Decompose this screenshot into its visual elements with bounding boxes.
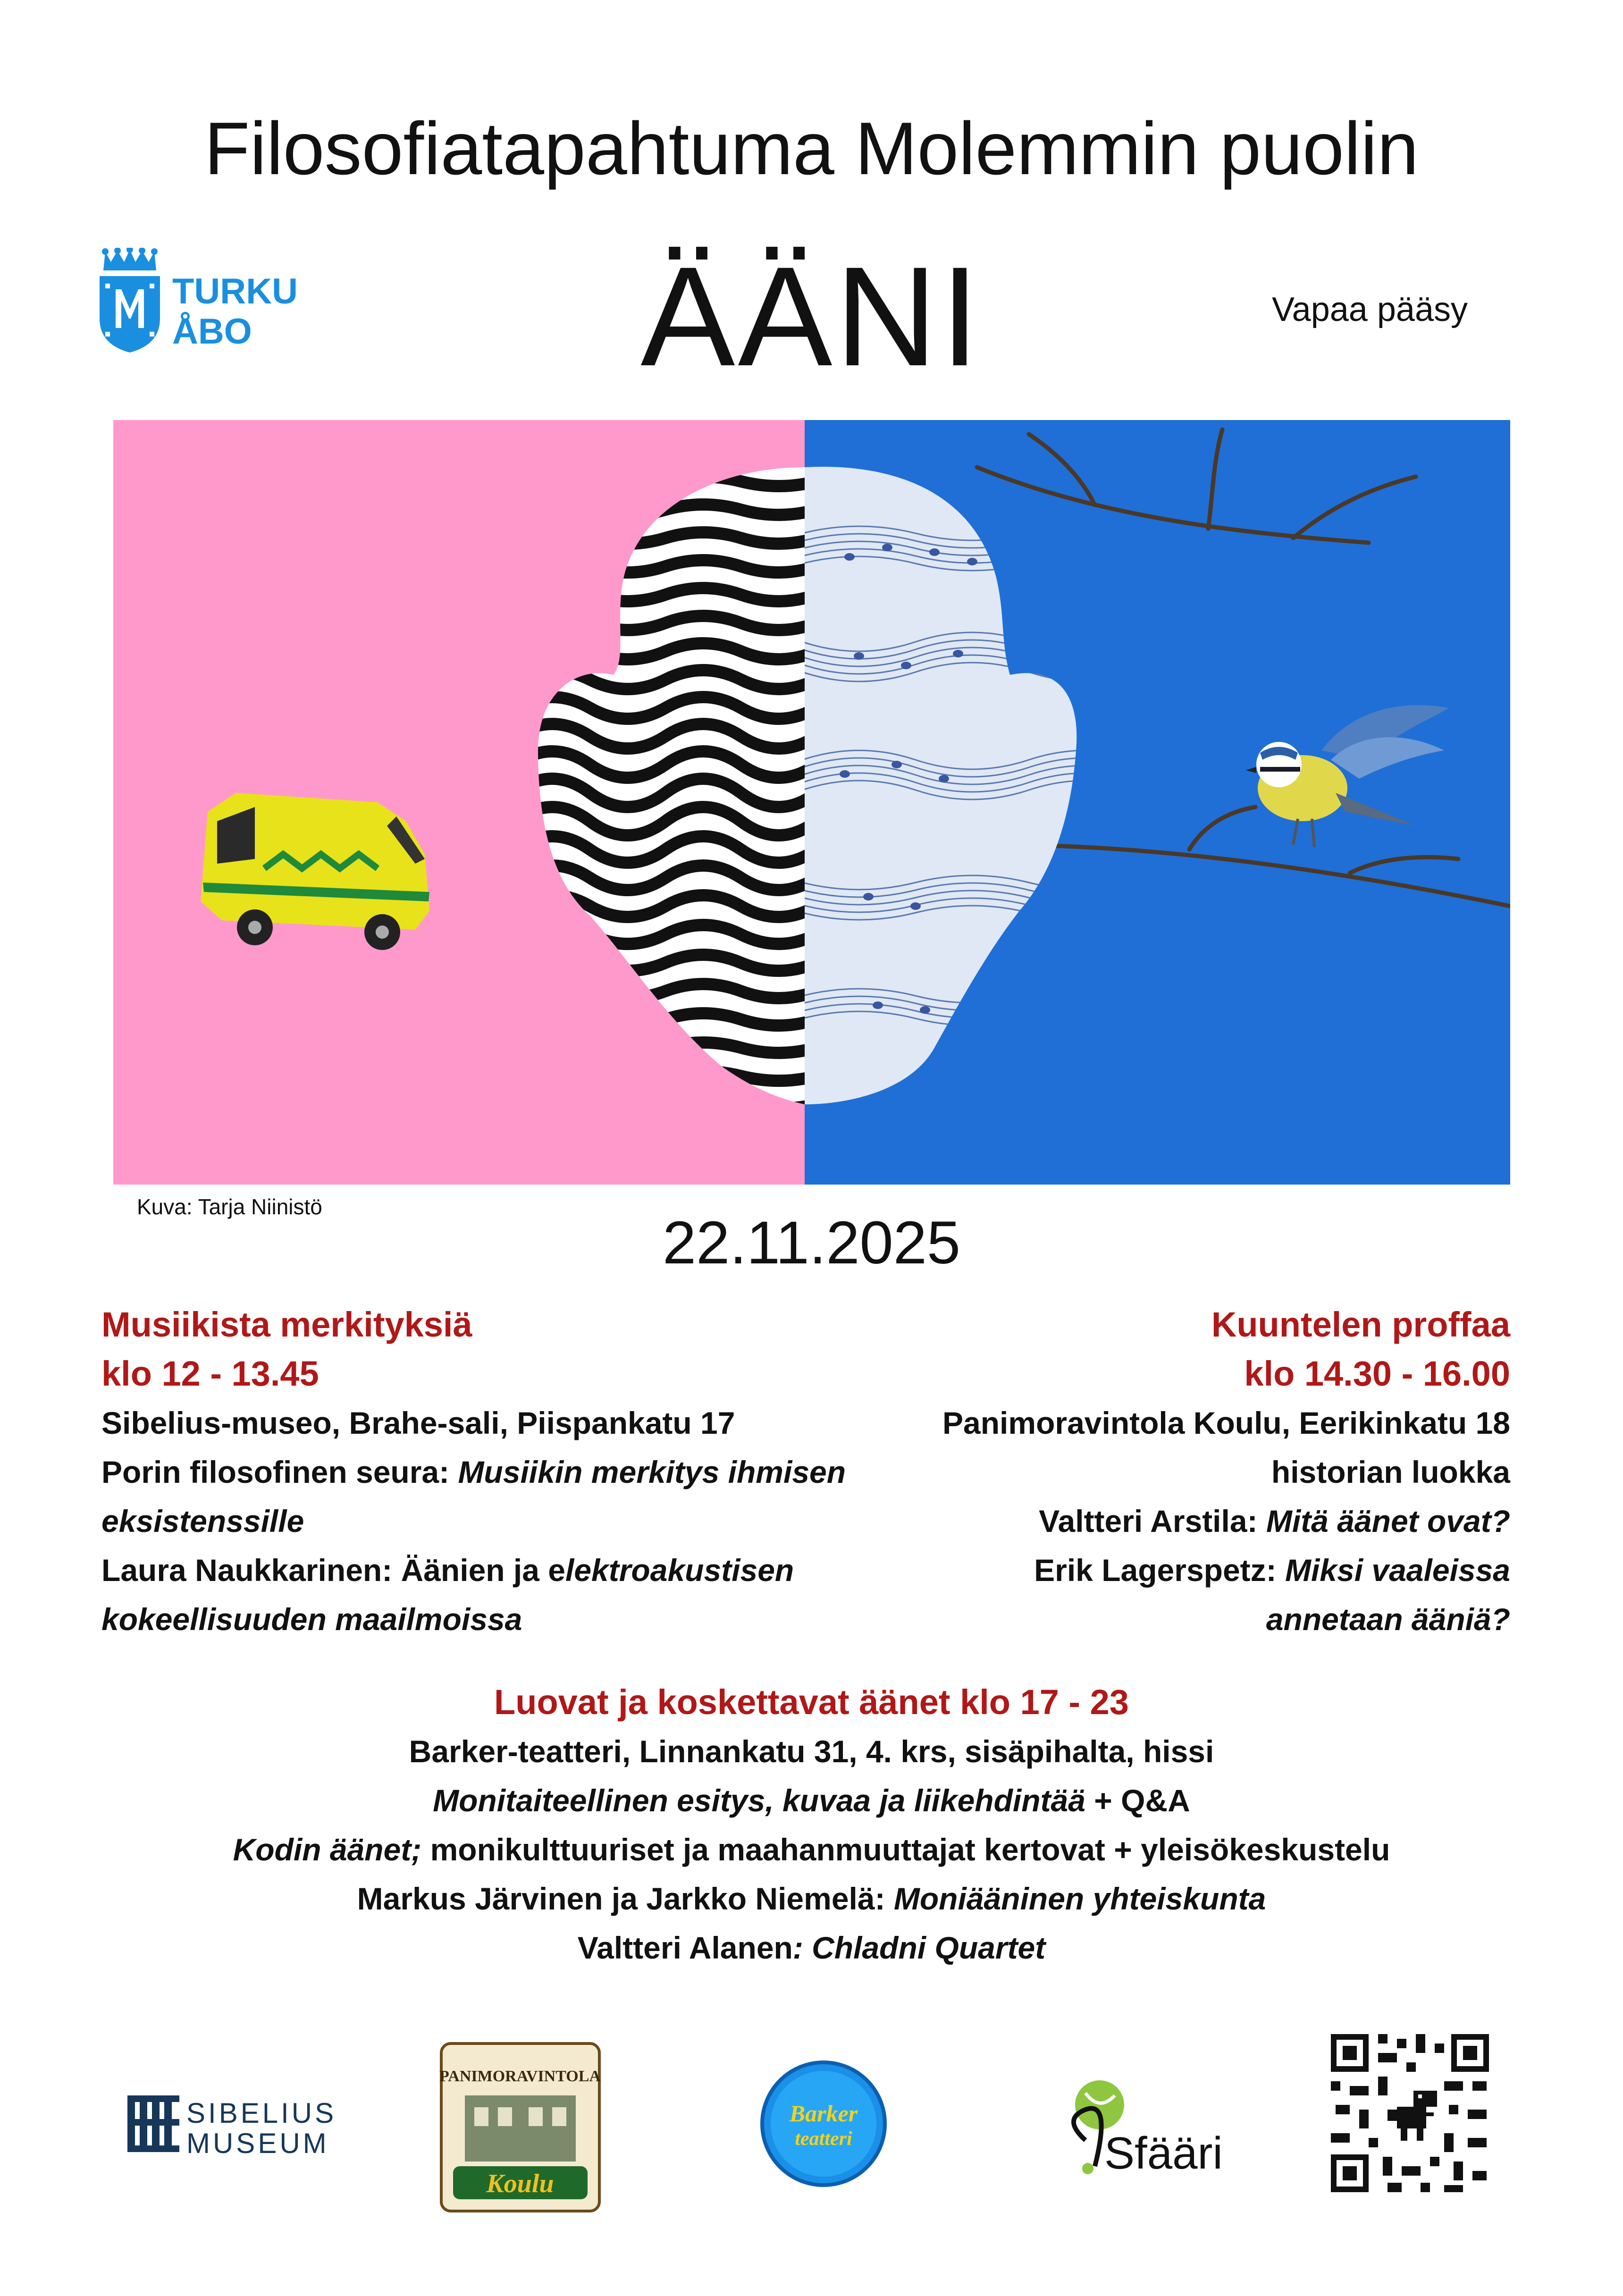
event-date: 22.11.2025	[662, 1209, 961, 1277]
illustration-svg	[113, 420, 1510, 1185]
event-musiikista-time: klo 12 - 13.45	[101, 1354, 319, 1393]
barker-word: Barker	[789, 2100, 858, 2127]
event-proffaa-title: Kuuntelen proffaa	[1211, 1305, 1510, 1344]
performance-title: Monitaiteellinen esitys, kuvaa ja liikehdintää	[433, 1783, 1085, 1818]
performance-suffix: + Q&A	[1085, 1783, 1190, 1818]
jarvinen-niemela-speakers: Markus Järvinen ja Jarkko Niemelä:	[357, 1881, 885, 1916]
event-series-title: Filosofiatapahtuma Molemmin puolin	[204, 107, 1419, 190]
event-luovat-title: Luovat ja koskettavat äänet klo 17 - 23	[494, 1682, 1129, 1722]
event-musiikista-title: Musiikista merkityksiä	[101, 1305, 472, 1344]
jarvinen-niemela-title: Moniääninen yhteiskunta	[893, 1881, 1266, 1916]
event-proffaa-talk1	[802, 1497, 1510, 1546]
event-luovat-line3	[0, 1825, 1623, 1874]
event-musiikista-talk2	[101, 1546, 875, 1644]
kodin-aanet-title: Kodin äänet;	[233, 1832, 422, 1867]
event-luovat-line5	[0, 1923, 1623, 1972]
lagerspetz-title: Miksi vaaleissa	[1285, 1553, 1510, 1588]
abo-wordmark: ÅBO	[172, 311, 252, 352]
panimoravintola-koulu-logo[interactable]	[439, 2044, 601, 2211]
talk2-speaker: Laura Naukkarinen: Äänien ja e	[101, 1553, 566, 1588]
arstila-title: Mitä äänet ovat?	[1266, 1504, 1510, 1539]
event-luovat-aanet	[0, 1678, 1623, 1972]
alanen-title: : Chladni Quartet	[792, 1930, 1046, 1965]
image-credit: Kuva: Tarja Niinistö	[137, 1194, 322, 1219]
panimo-word: PANIMORAVINTOLA	[439, 2068, 601, 2085]
sibelius-mark-icon	[127, 2095, 179, 2152]
admission-note: Vapaa pääsy	[1272, 291, 1468, 328]
alanen-speaker: Valtteri Alanen	[577, 1930, 793, 1965]
lagerspetz-title-cont: annetaan ääniä?	[1266, 1602, 1510, 1637]
event-proffaa-room: historian luokka	[1271, 1455, 1510, 1489]
event-kuuntelen-proffaa	[802, 1300, 1510, 1644]
talk1-title: Musiikin merkitys ihmisen eksistenssille	[101, 1455, 846, 1539]
turku-wordmark: TURKU	[172, 271, 298, 311]
event-musiikista	[101, 1300, 875, 1644]
sponsor-logos-svg	[0, 2015, 1623, 2218]
event-luovat-line4	[0, 1874, 1623, 1923]
brewery-building-icon	[465, 2095, 576, 2161]
sponsor-logos	[0, 2015, 1623, 2218]
event-luovat-line2	[0, 1776, 1623, 1825]
sibelius-word: SIBELIUS	[186, 2097, 337, 2129]
event-musiikista-venue: Sibelius-museo, Brahe-sali, Piispankatu 17	[101, 1405, 735, 1440]
sibelius-museum-logo[interactable]	[127, 2095, 336, 2159]
main-headline: ÄÄNI	[640, 237, 983, 395]
sfaari-logo[interactable]	[1074, 2080, 1223, 2178]
sfaari-word: Sfääri	[1104, 2128, 1223, 2178]
talk1-speaker: Porin filosofinen seura:	[101, 1455, 450, 1489]
teatteri-word: teatteri	[795, 2128, 852, 2150]
barker-teatteri-logo[interactable]	[762, 2062, 885, 2185]
event-proffaa-talk2	[802, 1546, 1510, 1595]
arstila-speaker: Valtteri Arstila:	[1039, 1504, 1258, 1539]
qr-code[interactable]	[1329, 2032, 1491, 2195]
koulu-word: Koulu	[486, 2169, 554, 2198]
talk2-title: lektroakustisen kokeellisuuden maailmoissa	[101, 1553, 794, 1637]
event-proffaa-venue: Panimoravintola Koulu, Eerikinkatu 18	[942, 1405, 1510, 1440]
lagerspetz-speaker: Erik Lagerspetz:	[1034, 1553, 1277, 1588]
museum-word: MUSEUM	[186, 2128, 329, 2159]
event-luovat-venue: Barker-teatteri, Linnankatu 31, 4. krs, sisäpihalta, hissi	[409, 1734, 1214, 1769]
kodin-aanet-desc: monikulttuuriset ja maahanmuuttajat kertovat + yleisökeskustelu	[421, 1832, 1390, 1867]
event-musiikista-talk1	[101, 1447, 875, 1546]
event-proffaa-time: klo 14.30 - 16.00	[1244, 1354, 1510, 1393]
poster-illustration	[113, 420, 1510, 1185]
